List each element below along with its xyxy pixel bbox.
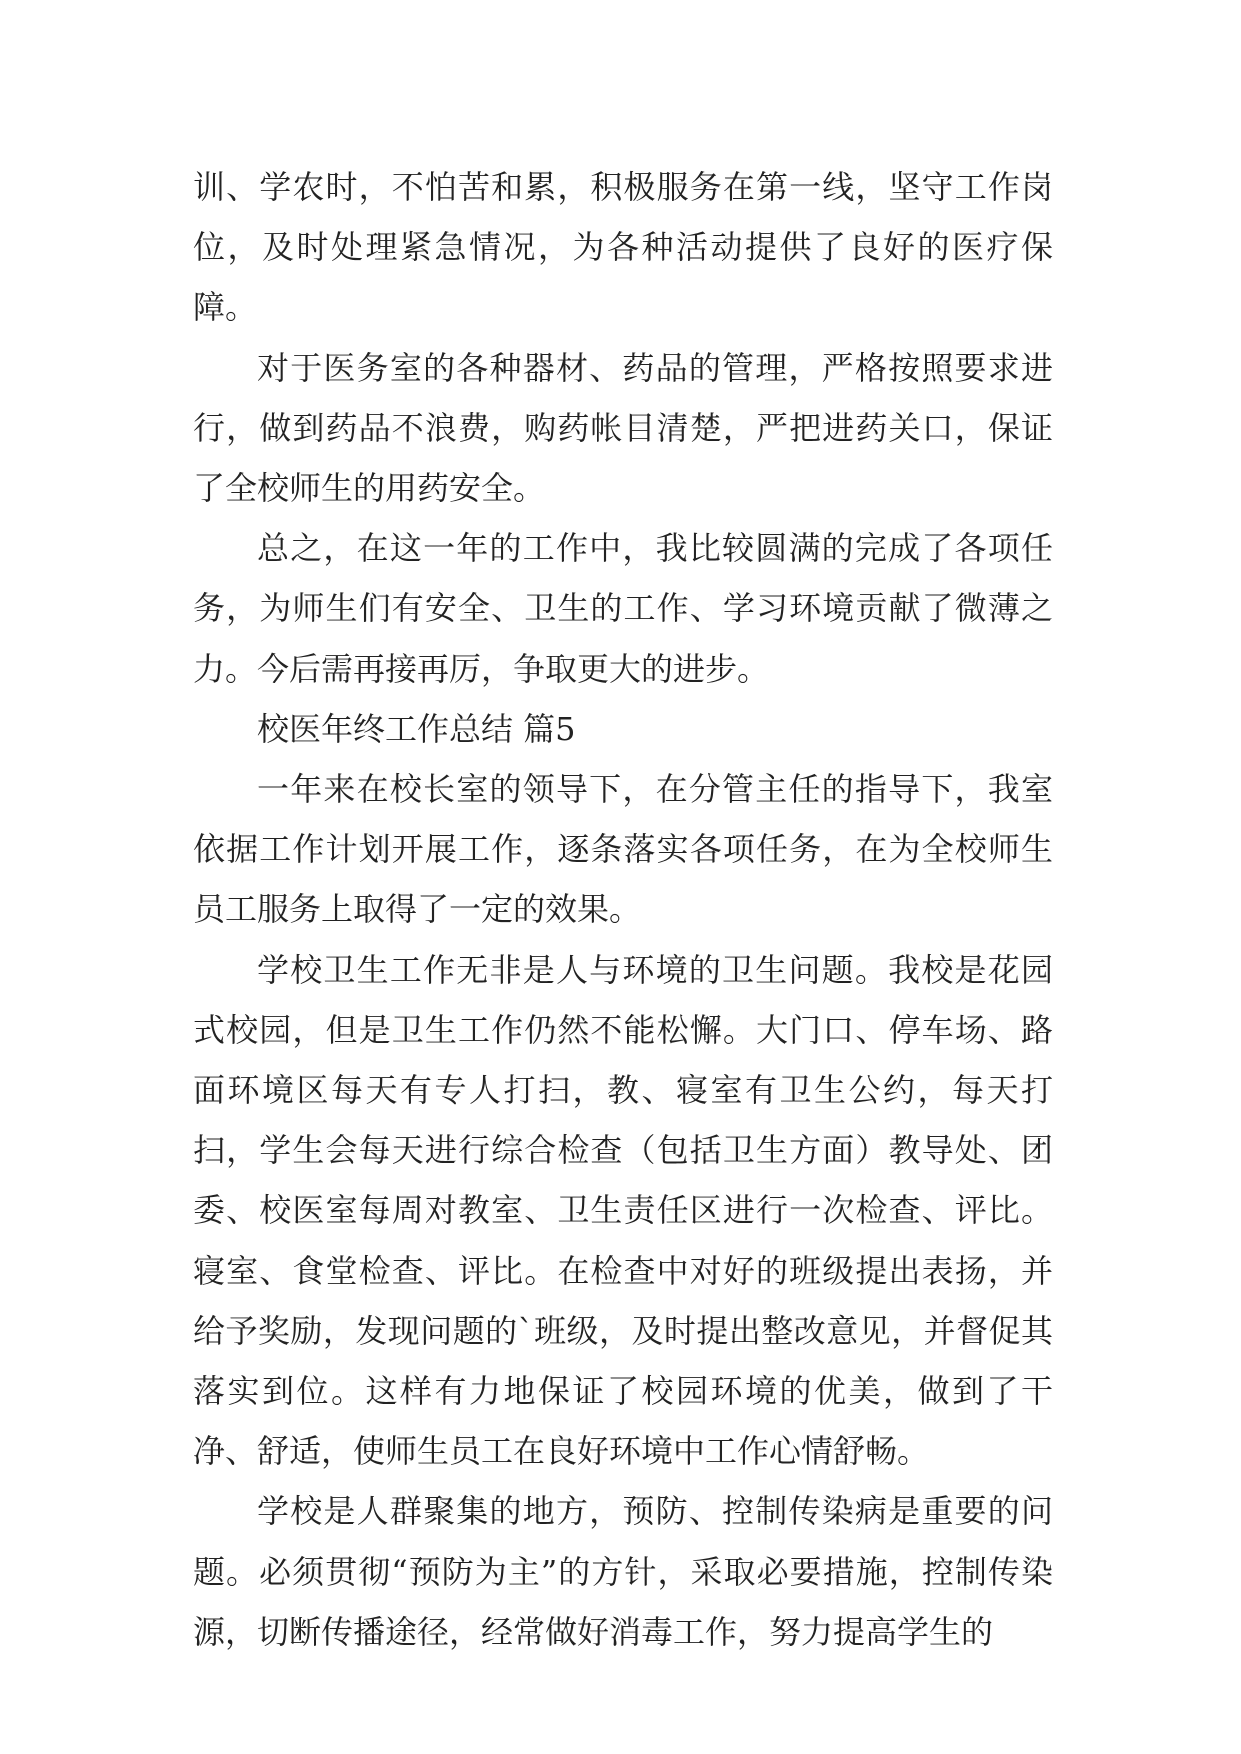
section-heading: 校医年终工作总结 篇5 — [257, 709, 576, 748]
document-body — [193, 157, 1053, 1662]
paragraph-hygiene: 学校卫生工作无非是人与环境的卫生问题。我校是花园式校园，但是卫生工作仍然不能松懈。大门口、停车场、路面环境区每天有专人打扫，教、寝室有卫生公约，每天打扫，学生会每天进行综合检查（包括卫生方面）教导处、团委、校医室每周对教室、卫生责任区进行一次检查、评比。寝室、食堂检查、评比。在检查中对好的班级提出表扬，并给予奖励，发现问题的`班级，及时提出整改意见，并督促其落实到位。这样有力地保证了校园环境的优美，做到了干净、舒适，使师生员工在良好环境中工作心情舒畅。 — [193, 950, 1053, 1471]
paragraph-disease-prevention: 学校是人群聚集的地方，预防、控制传染病是重要的问题。必须贯彻“预防为主”的方针，采取必要措施，控制传染源，切断传播途径，经常做好消毒工作，努力提高学生的 — [193, 1492, 1053, 1651]
paragraph-continued: 训、学农时，不怕苦和累，积极服务在第一线，坚守工作岗位，及时处理紧急情况，为各种活动提供了良好的医疗保障。 — [193, 168, 1053, 327]
paragraph-equipment-management: 对于医务室的各种器材、药品的管理，严格按照要求进行，做到药品不浪费，购药帐目清楚，严把进药关口，保证了全校师生的用药安全。 — [193, 348, 1053, 508]
paragraph-intro: 一年来在校长室的领导下，在分管主任的指导下，我室依据工作计划开展工作，逐条落实各项任务，在为全校师生员工服务上取得了一定的效果。 — [193, 770, 1053, 929]
paragraph-summary: 总之，在这一年的工作中，我比较圆满的完成了各项任务，为师生们有安全、卫生的工作、学习环境贡献了微薄之力。今后需再接再厉，争取更大的进步。 — [193, 529, 1053, 688]
